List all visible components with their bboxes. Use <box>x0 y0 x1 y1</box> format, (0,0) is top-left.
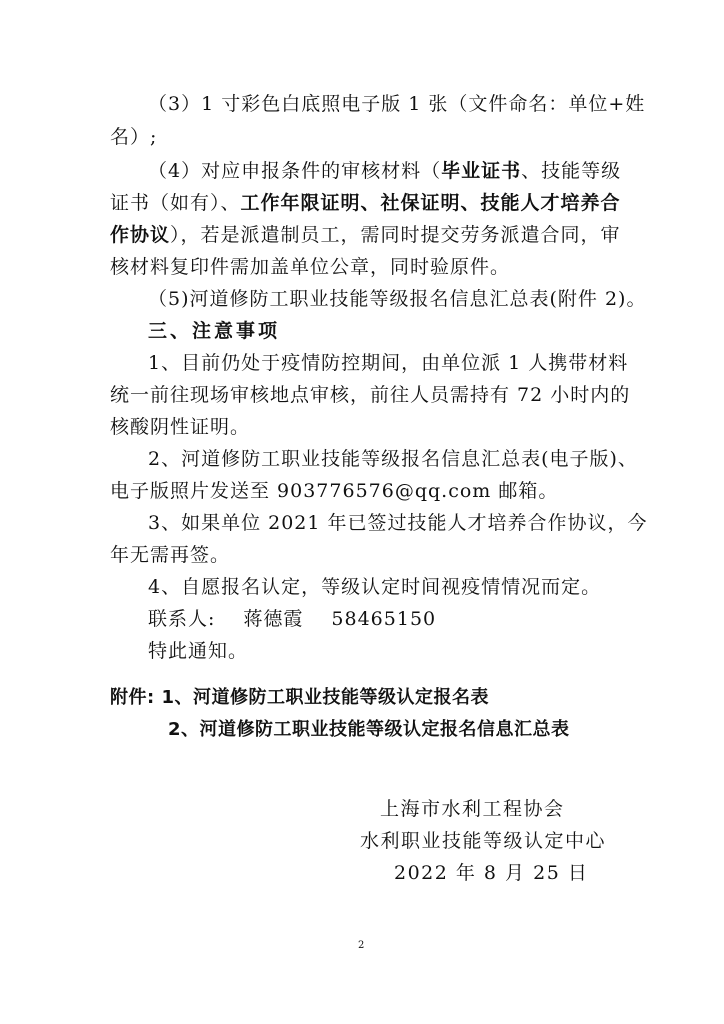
item-4-bold-agreement: 作协议 <box>110 224 171 246</box>
note-1-line-3: 核酸阴性证明。 <box>110 416 251 438</box>
contact-name: 蒋德霞 <box>243 608 304 630</box>
item-4-line-1 <box>148 162 621 181</box>
item-4-text: 证书（如有）、 <box>110 192 241 214</box>
contact-label: 联系人: <box>148 608 216 630</box>
signature-org-1: 上海市水利工程协会 <box>380 798 565 820</box>
section-heading-notes: 三、注意事项 <box>148 320 281 342</box>
signature-date: 2022 年 8 月 25 日 <box>394 862 589 884</box>
item-4-text: （4）对应申报条件的审核材料（ <box>148 160 442 182</box>
note-3-line-1: 3、如果单位 2021 年已签过技能人才培养合作协议，今 <box>148 512 648 534</box>
item-3-line-2: 名）; <box>110 126 158 148</box>
contact-line <box>148 610 436 629</box>
closing-line: 特此通知。 <box>148 640 249 662</box>
note-4-line: 4、自愿报名认定，等级认定时间视疫情情况而定。 <box>148 576 602 598</box>
attachments-label: 附件: <box>110 687 155 708</box>
attachment-2: 2、河道修防工职业技能等级认定报名信息汇总表 <box>168 719 570 740</box>
signature-org-2: 水利职业技能等级认定中心 <box>360 830 607 852</box>
item-3-line-1: （3）1 寸彩色白底照电子版 1 张（文件命名：单位+姓 <box>148 93 646 115</box>
item-5-line: （5)河道修防工职业技能等级报名信息汇总表(附件 2)。 <box>148 288 647 310</box>
page-number: 2 <box>358 940 365 951</box>
note-2-line-1: 2、河道修防工职业技能等级报名信息汇总表(电子版)、 <box>148 448 638 470</box>
attachments-line-1 <box>110 688 489 707</box>
note-2-line-2: 电子版照片发送至 903776576@qq.com 邮箱。 <box>110 480 559 502</box>
item-4-text: 、技能等级 <box>521 160 622 182</box>
item-4-line-4: 核材料复印件需加盖单位公章，同时验原件。 <box>110 256 511 278</box>
item-4-bold-diploma: 毕业证书 <box>441 160 522 182</box>
item-4-text: ），若是派遣制员工，需同时提交劳务派遣合同，审 <box>170 224 621 246</box>
contact-phone: 58465150 <box>331 608 437 630</box>
note-1-line-2: 统一前往现场审核地点审核，前往人员需持有 72 小时内的 <box>110 384 631 406</box>
item-4-line-3 <box>110 226 621 245</box>
note-3-line-2: 年无需再签。 <box>110 544 231 566</box>
note-1-line-1: 1、目前仍处于疫情防控期间，由单位派 1 人携带材料 <box>148 352 629 374</box>
item-4-line-2 <box>110 194 621 213</box>
item-4-bold-proofs: 工作年限证明、社保证明、技能人才培养合 <box>240 192 621 214</box>
attachment-1: 1、河道修防工职业技能等级认定报名表 <box>161 687 490 708</box>
